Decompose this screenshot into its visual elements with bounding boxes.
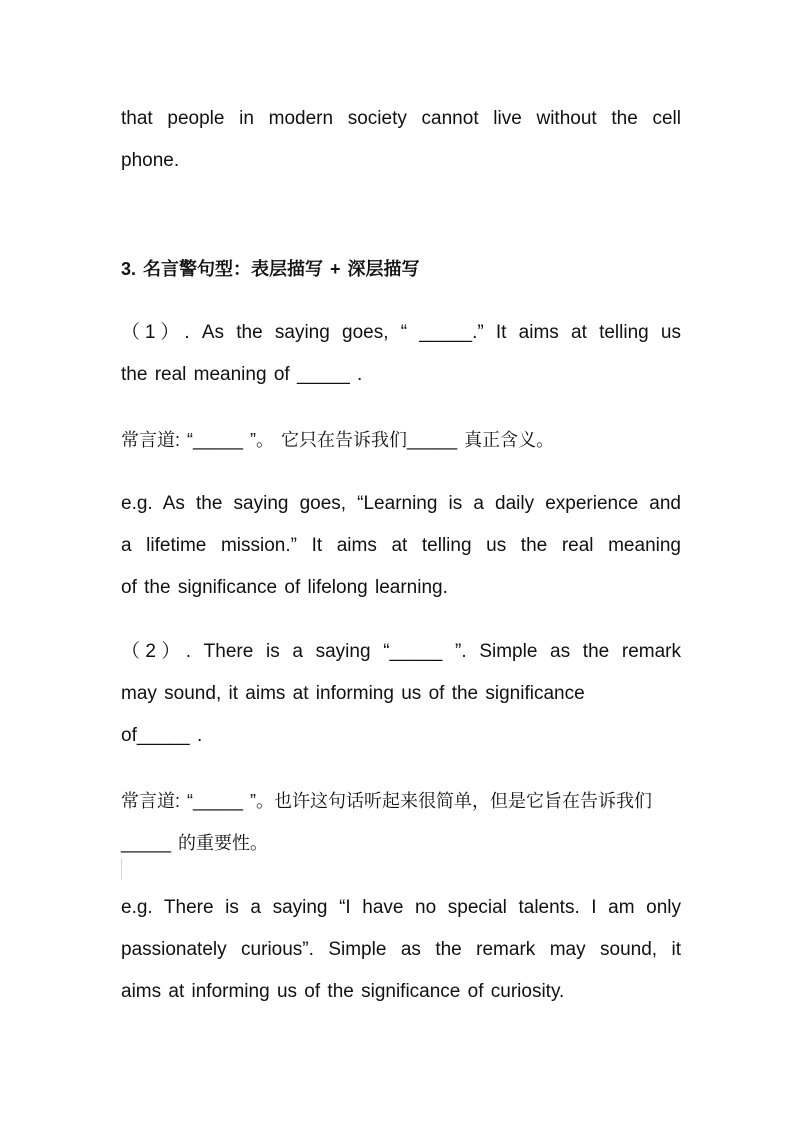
text-cursor-marker	[121, 858, 122, 880]
text-line: phone.	[121, 150, 180, 171]
example-line: of the significance of lifelong learning.	[121, 577, 448, 598]
section-heading: 3. 名言警句型：表层描写 + 深层描写	[121, 259, 420, 279]
text-line: of_____ .	[121, 725, 203, 746]
example-line: a lifetime mission.” It aims at telling us the real meaning	[121, 535, 681, 556]
text-line: （1）. As the saying goes, “ _____.” It aims at telling us	[121, 322, 681, 343]
example-line: e.g. There is a saying “I have no special talents. I am only	[121, 897, 681, 918]
example-line: e.g. As the saying goes, “Learning is a daily experience and	[121, 493, 681, 514]
text-line: the real meaning of _____ .	[121, 364, 363, 385]
chinese-translation: 常言道: “_____ ”。 它只在告诉我们_____ 真正含义。	[121, 430, 555, 450]
text-line: that people in modern society cannot live without the cell	[121, 108, 681, 129]
example-line: passionately curious”. Simple as the remark may sound, it	[121, 939, 681, 960]
chinese-translation: 常言道: “_____ ”。也许这句话听起来很简单，但是它旨在告诉我们	[121, 791, 653, 811]
text-line: （2）. There is a saying “_____ ”. Simple as the remark	[121, 641, 681, 662]
example-line: aims at informing us of the significance of curiosity.	[121, 981, 565, 1002]
chinese-translation: _____ 的重要性。	[121, 833, 269, 853]
text-line: may sound, it aims at informing us of the significance	[121, 683, 585, 704]
